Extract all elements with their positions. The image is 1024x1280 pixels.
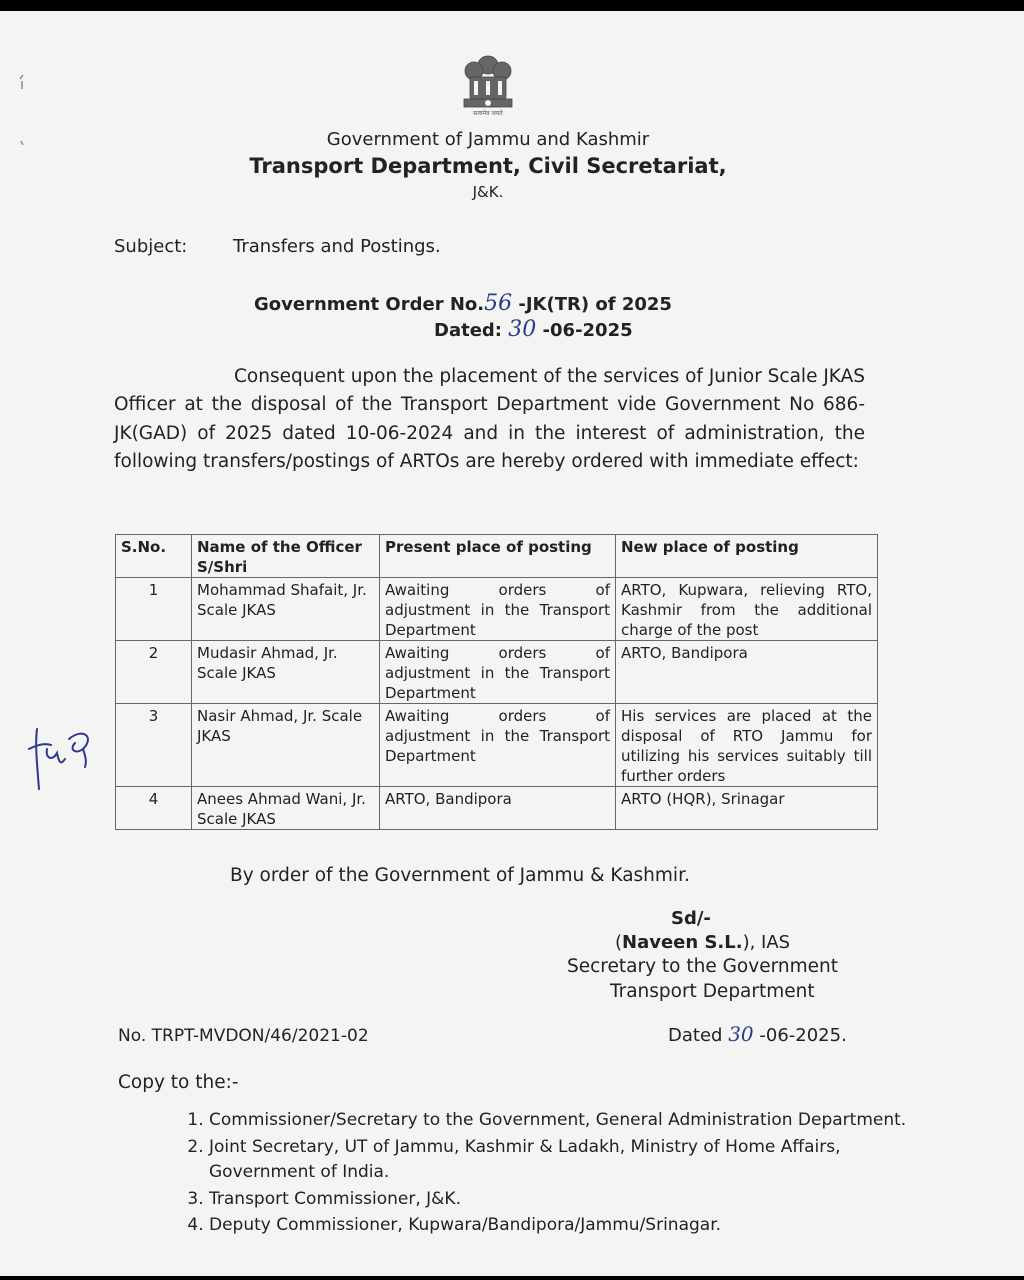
cell-new-posting: His services are placed at the disposal of RTO Jammu for utilizing his services suitably till further orders	[616, 704, 878, 787]
order-suffix: -JK(TR) of 2025	[518, 294, 672, 315]
table-row	[116, 787, 878, 830]
order-dated-rest: -06-2025	[542, 320, 633, 341]
header-new-posting: New place of posting	[616, 535, 878, 578]
signatory-open: (	[615, 932, 623, 953]
body-paragraph: Consequent upon the placement of the services of Junior Scale JKAS Officer at the disposal of the Transport Department vide Government No 686-JK(GAD) of 2025 dated 10-06-2024 and in the interest of administration, the following transfers/postings of ARTOs are hereby ordered with immediate effect:	[114, 366, 865, 473]
document-page	[0, 11, 1024, 1276]
signatory-suffix: ), IAS	[742, 932, 791, 953]
header-government: Government of Jammu and Kashmir	[326, 129, 650, 150]
copy-to-list	[175, 1108, 909, 1240]
signatory-name: Naveen S.L.	[622, 932, 743, 953]
header-present-posting: Present place of posting	[380, 535, 616, 578]
emblem-motto: सत्यमेव जयते	[473, 110, 503, 117]
signatory-line	[615, 932, 790, 953]
reference-number: No. TRPT-MVDON/46/2021-02	[118, 1026, 369, 1046]
cell-present-posting: Awaiting orders of adjustment in the Transport Department	[380, 704, 616, 787]
list-item: 3. Transport Commissioner, J&K.	[209, 1187, 909, 1213]
by-order-line: By order of the Government of Jammu & Kashmir.	[230, 865, 690, 886]
cell-new-posting: ARTO, Kupwara, relieving RTO, Kashmir from the additional charge of the post	[616, 578, 878, 641]
order-day-handwritten: 30	[508, 317, 537, 342]
table-row	[116, 704, 878, 787]
order-prefix: Government Order No.	[254, 294, 485, 315]
table-row	[116, 641, 878, 704]
signatory-title: Secretary to the Government	[567, 956, 838, 977]
order-number-handwritten: 56	[484, 291, 513, 316]
cell-officer-name: Anees Ahmad Wani, Jr. Scale JKAS	[192, 787, 380, 830]
list-item: 4. Deputy Commissioner, Kupwara/Bandipora/Jammu/Srinagar.	[209, 1213, 909, 1239]
list-item: 2. Joint Secretary, UT of Jammu, Kashmir & Ladakh, Ministry of Home Affairs, Government of India.	[209, 1135, 909, 1186]
signed-mark: Sd/-	[671, 908, 711, 929]
order-date-line	[434, 317, 633, 342]
header-department: Transport Department, Civil Secretariat,	[249, 154, 727, 178]
handwritten-initials-icon	[25, 719, 105, 794]
signatory-department: Transport Department	[610, 981, 815, 1002]
cell-officer-name: Nasir Ahmad, Jr. Scale JKAS	[192, 704, 380, 787]
cell-sno: 1	[116, 578, 192, 641]
reference-dated-label: Dated	[668, 1025, 723, 1046]
cell-officer-name: Mohammad Shafait, Jr. Scale JKAS	[192, 578, 380, 641]
header-officer-name: Name of the Officer S/Shri	[192, 535, 380, 578]
reference-dated-rest: -06-2025.	[759, 1025, 847, 1046]
cell-officer-name: Mudasir Ahmad, Jr. Scale JKAS	[192, 641, 380, 704]
cell-present-posting: Awaiting orders of adjustment in the Transport Department	[380, 641, 616, 704]
reference-date	[668, 1022, 847, 1046]
order-dated-label: Dated:	[434, 320, 502, 341]
cell-new-posting: ARTO (HQR), Srinagar	[616, 787, 878, 830]
order-number-line	[254, 291, 672, 316]
cell-sno: 4	[116, 787, 192, 830]
list-item: 1. Commissioner/Secretary to the Government, General Administration Department.	[209, 1108, 909, 1134]
postings-table	[115, 534, 878, 830]
cell-new-posting: ARTO, Bandipora	[616, 641, 878, 704]
cell-sno: 3	[116, 704, 192, 787]
header-sno: S.No.	[116, 535, 192, 578]
header-state: J&K.	[472, 183, 504, 201]
cell-present-posting: Awaiting orders of adjustment in the Transport Department	[380, 578, 616, 641]
cell-sno: 2	[116, 641, 192, 704]
subject-label: Subject:	[114, 236, 188, 257]
table-row	[116, 578, 878, 641]
copy-to-label: Copy to the:-	[118, 1072, 239, 1093]
cell-present-posting: ARTO, Bandipora	[380, 787, 616, 830]
reference-day-handwritten: 30	[728, 1022, 754, 1046]
subject-text: Transfers and Postings.	[233, 236, 441, 257]
table-header-row	[116, 535, 878, 578]
